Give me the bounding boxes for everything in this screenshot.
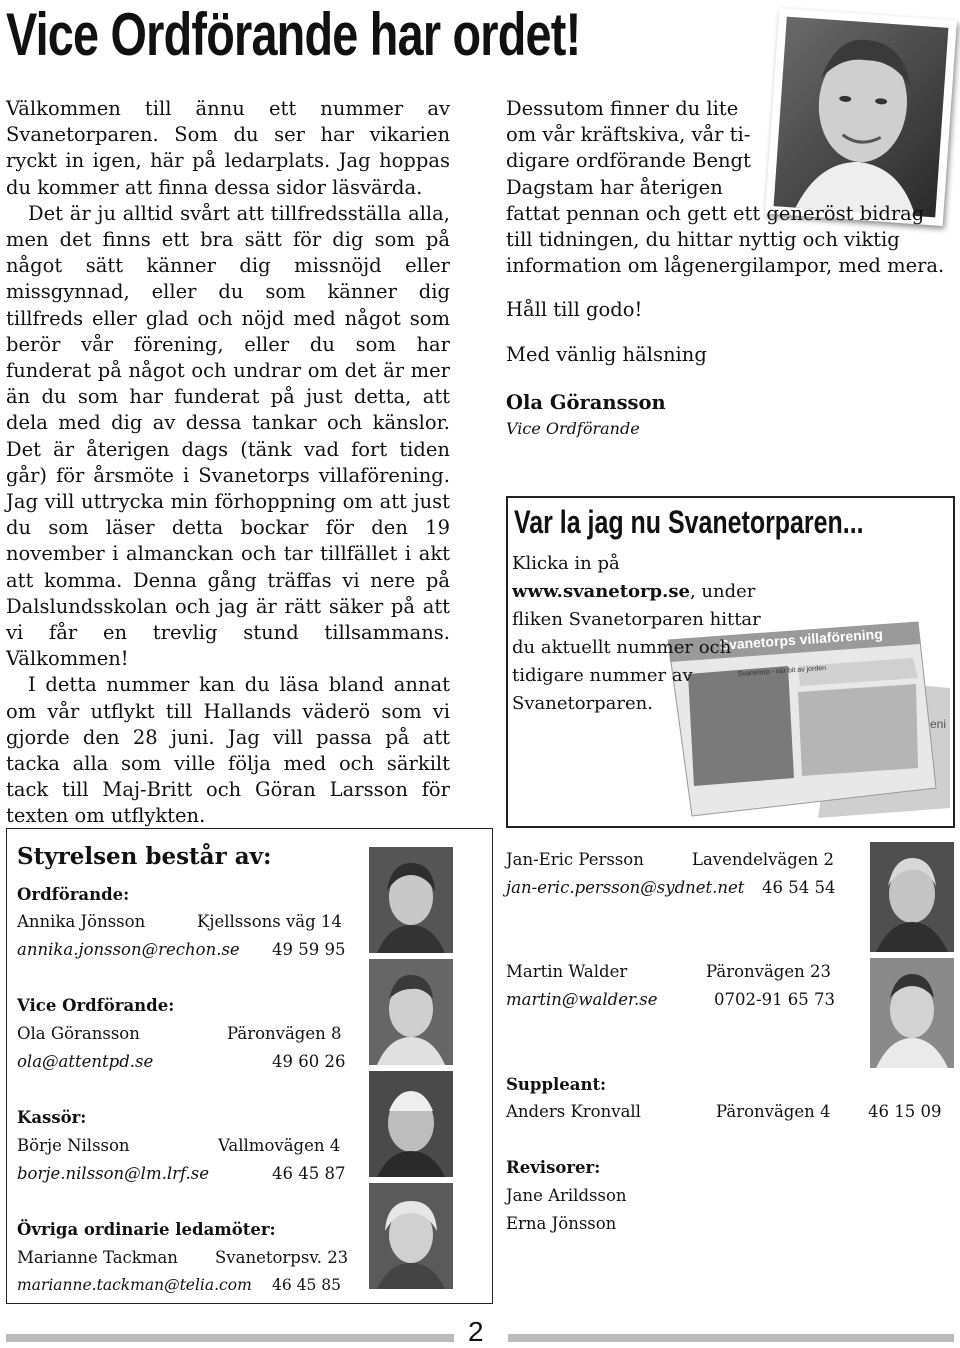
member-email[interactable]: jan-eric.persson@sydnet.net: [506, 878, 745, 897]
member-role: Suppleant:: [506, 1075, 607, 1094]
member-role: Ordförande:: [17, 885, 130, 904]
article-line: Dessutom finner du lite: [506, 97, 739, 120]
member-email[interactable]: ola@attentpd.se: [17, 1052, 154, 1071]
promo-title: Var la jag nu Svanetorparen...: [514, 504, 864, 540]
website-logo-text: Svanetorps villaförening: [719, 625, 884, 653]
member-email[interactable]: martin@walder.se: [506, 990, 658, 1009]
member-name: Ola Göransson: [17, 1024, 140, 1043]
page-number: 2: [468, 1316, 484, 1347]
member-phone: 0702-91 65 73: [714, 990, 836, 1009]
board-title: Styrelsen består av:: [17, 843, 272, 870]
promo-text-end: , under fliken Svanetorparen hittar du aktuellt nummer och tidigare nummer av Svanetorparen.: [512, 581, 761, 714]
member-photo: [870, 842, 954, 952]
article-paragraph: fattat pennan och gett ett generöst bidrag till tidningen, du hittar nyttig och viktig information om lågenergilampor, med mera.: [506, 201, 945, 278]
member-photo: [369, 959, 453, 1065]
member-phone: 46 45 85: [272, 1276, 342, 1294]
member-name: Marianne Tackman: [17, 1248, 178, 1267]
article-right-column: [506, 96, 956, 442]
signature-name: Ola Göransson: [506, 390, 666, 414]
website-subtitle: Svanetorp - när bit av jorden: [737, 664, 827, 678]
member-role: Revisorer:: [506, 1158, 601, 1177]
member-name: Anders Kronvall: [506, 1102, 641, 1121]
board-members-box: [6, 828, 493, 1304]
closing-regards: Med vänlig hälsning: [506, 342, 707, 366]
member-name: Jane Arildsson: [506, 1186, 627, 1205]
member-name: Annika Jönsson: [17, 912, 146, 931]
member-address: Päronvägen 8: [227, 1024, 342, 1043]
member-name: Erna Jönsson: [506, 1214, 617, 1233]
article-paragraph: I detta nummer kan du läsa bland annat om vår utflykt till Hallands väderö som vi gjorde den 28 juni. Jag vill passa på att tacka alla som ville följa med och särkilt tack till Maj-Britt och Göran Larsson för texten om utflykten.: [6, 673, 450, 828]
member-phone: 46 45 87: [272, 1164, 346, 1183]
article-line: om vår kräftskiva, vår ti-: [506, 123, 751, 147]
member-address: Svanetorpsv. 23: [215, 1248, 349, 1267]
member-name: Jan-Eric Persson: [506, 850, 644, 869]
article-line: digare ordförande Bengt: [506, 149, 751, 173]
article-left-column: [6, 96, 450, 830]
member-photo: [369, 847, 453, 953]
member-phone: 49 60 26: [272, 1052, 346, 1071]
footer-rule-left: [6, 1334, 454, 1342]
closing-greeting: Håll till godo!: [506, 298, 643, 322]
website-edge-text: eni: [930, 717, 947, 731]
member-address: Päronvägen 4: [716, 1102, 831, 1121]
signature-role: Vice Ordförande: [506, 419, 640, 439]
website-promo-box: [506, 496, 955, 828]
member-address: Vallmovägen 4: [218, 1136, 341, 1155]
member-address: Lavendelvägen 2: [692, 850, 834, 869]
member-email[interactable]: marianne.tackman@telia.com: [17, 1276, 252, 1294]
website-url-link[interactable]: www.svanetorp.se: [512, 581, 690, 602]
member-name: Martin Walder: [506, 962, 628, 981]
member-address: Päronvägen 23: [706, 962, 831, 981]
member-phone: 49 59 95: [272, 940, 346, 959]
article-line: Dagstam har återigen: [506, 175, 723, 199]
member-role: Övriga ordinarie ledamöter:: [17, 1220, 276, 1239]
promo-text: [512, 550, 762, 718]
member-phone: 46 15 09: [868, 1102, 942, 1121]
page-title: Vice Ordförande har ordet!: [6, 1, 581, 68]
member-address: Kjellssons väg 14: [197, 912, 342, 931]
article-paragraph: Det är ju alltid svårt att tillfredsställa alla, men det finns ett bra sätt för dig som på något sätt känner dig missnöjd eller missgynnad, eller du som känner dig tillfreds eller glad och nöjd med något som berör vår förening, eller du som har funderat på något och undrar om det är mer än du som har funderat på just detta, att dela med dig av dessa tankar och känslor. Det är återigen dags (tänk vad fort tiden går) för årsmöte i Svanetorps villaförening. Jag vill uttrycka min förhoppning om att just du som läser detta bockar för den 19 november i almanckan och tar tillfället i akt att komma. Denna gång träffas vi nere på Dalslundsskolan och jag är rätt säker på att vi får en trevlig stund tillsammans. Välkommen!: [6, 201, 450, 671]
member-photo: [369, 1183, 453, 1289]
member-email[interactable]: borje.nilsson@lm.lrf.se: [17, 1164, 210, 1183]
member-photo: [870, 958, 954, 1068]
member-email[interactable]: annika.jonsson@rechon.se: [17, 940, 240, 959]
member-role: Kassör:: [17, 1108, 87, 1127]
member-name: Börje Nilsson: [17, 1136, 130, 1155]
member-role: Vice Ordförande:: [17, 996, 175, 1015]
promo-text-start: Klicka in på: [512, 553, 620, 574]
member-phone: 46 54 54: [762, 878, 836, 897]
footer-rule-right: [508, 1334, 954, 1342]
article-paragraph: Välkommen till ännu ett nummer av Svanetorparen. Som du ser har vikarien ryckt in igen, här på ledarplats. Jag hoppas du kommer att finna dessa sidor läsvärda.: [6, 97, 450, 199]
member-photo: [369, 1071, 453, 1177]
